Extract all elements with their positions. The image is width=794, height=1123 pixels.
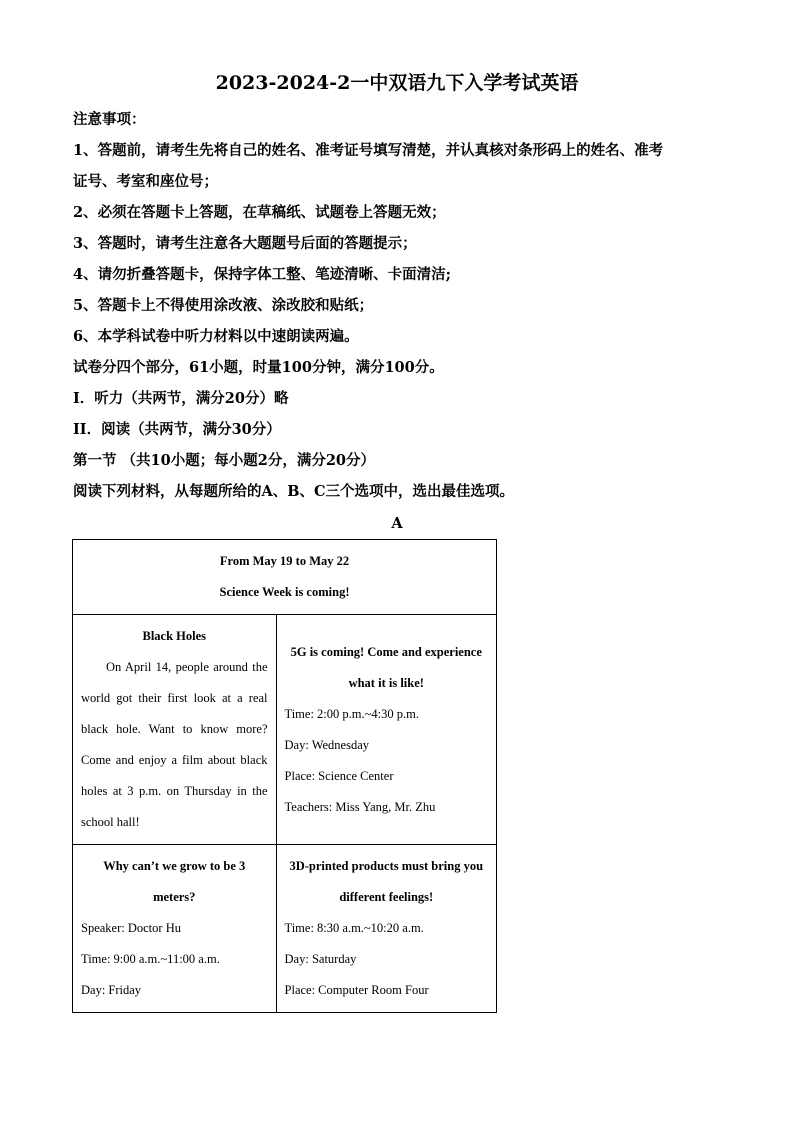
printed-time: Time: 8:30 a.m.~10:20 a.m. [284, 921, 424, 935]
grow-speaker: Speaker: Doctor Hu [81, 921, 181, 935]
header-dates: From May 19 to May 22 [219, 554, 350, 568]
instruction-line: 试卷分四个部分，61小题，时量100分钟，满分100分。 [73, 359, 444, 376]
instruction-line: 2、必须在答题卡上答题，在草稿纸、试题卷上答题无效； [73, 204, 446, 221]
instruction-line: 1、答题前，请考生先将自己的姓名、准考证号填写清楚，并认真核对条形码上的姓名、准考 [73, 142, 664, 159]
section-label: A [391, 515, 403, 532]
printed-title: 3D-printed products must bring you different feelings! [289, 859, 484, 904]
instructions [73, 104, 725, 507]
fiveg-day: Day: Wednesday [284, 737, 370, 752]
instruction-line: 3、答题时，请考生注意各大题题号后面的答题提示； [73, 235, 417, 252]
fiveg-title: 5G is coming! Come and experience what it is like! [290, 644, 482, 690]
instruction-line: I．听力（共两节，满分20分）略 [73, 390, 289, 407]
grow-title: Why can’t we grow to be 3 meters? [103, 859, 246, 904]
grow-time: Time: 9:00 a.m.~11:00 a.m. [81, 952, 220, 966]
grow-day: Day: Friday [81, 983, 142, 997]
instruction-line: 证号、考室和座位号； [73, 173, 218, 190]
instruction-line: 5、答题卡上不得使用涂改液、涂改胶和贴纸； [73, 297, 374, 314]
page-title: 2023-2024-2一中双语九下入学考试英语 [215, 72, 579, 94]
instruction-line: 第一节 （共10小题；每小题2分，满分20分） [73, 452, 375, 469]
printed-place: Place: Computer Room Four [284, 983, 429, 997]
fiveg-place: Place: Science Center [284, 768, 394, 783]
fiveg-cell [276, 615, 496, 845]
fiveg-time: Time: 2:00 p.m.~4:30 p.m. [284, 706, 419, 721]
table-header-cell [73, 540, 497, 615]
fiveg-teachers: Teachers: Miss Yang, Mr. Zhu [284, 799, 436, 814]
black-holes-body: On April 14, people around the world got their first look at a real black hole. Want to know more? Come and enjoy a film about black holes at 3 p.m. on Thursday in the school hall! [81, 660, 268, 829]
instruction-line: 注意事项： [73, 111, 146, 128]
grow-cell [73, 845, 277, 1013]
instruction-line: 4、请勿折叠答题卡，保持字体工整、笔迹清晰、卡面清洁; [73, 266, 451, 283]
printed-cell [276, 845, 496, 1013]
black-holes-cell [73, 615, 277, 845]
instruction-line: II．阅读（共两节，满分30分） [73, 421, 281, 438]
black-holes-title: Black Holes [142, 629, 207, 643]
science-week-table [72, 539, 497, 1013]
printed-day: Day: Saturday [284, 952, 357, 966]
instruction-line: 阅读下列材料，从每题所给的A、B、C三个选项中，选出最佳选项。 [73, 483, 515, 500]
instruction-line: 6、本学科试卷中听力材料以中速朗读两遍。 [73, 328, 359, 345]
header-announcement: Science Week is coming! [219, 585, 350, 599]
